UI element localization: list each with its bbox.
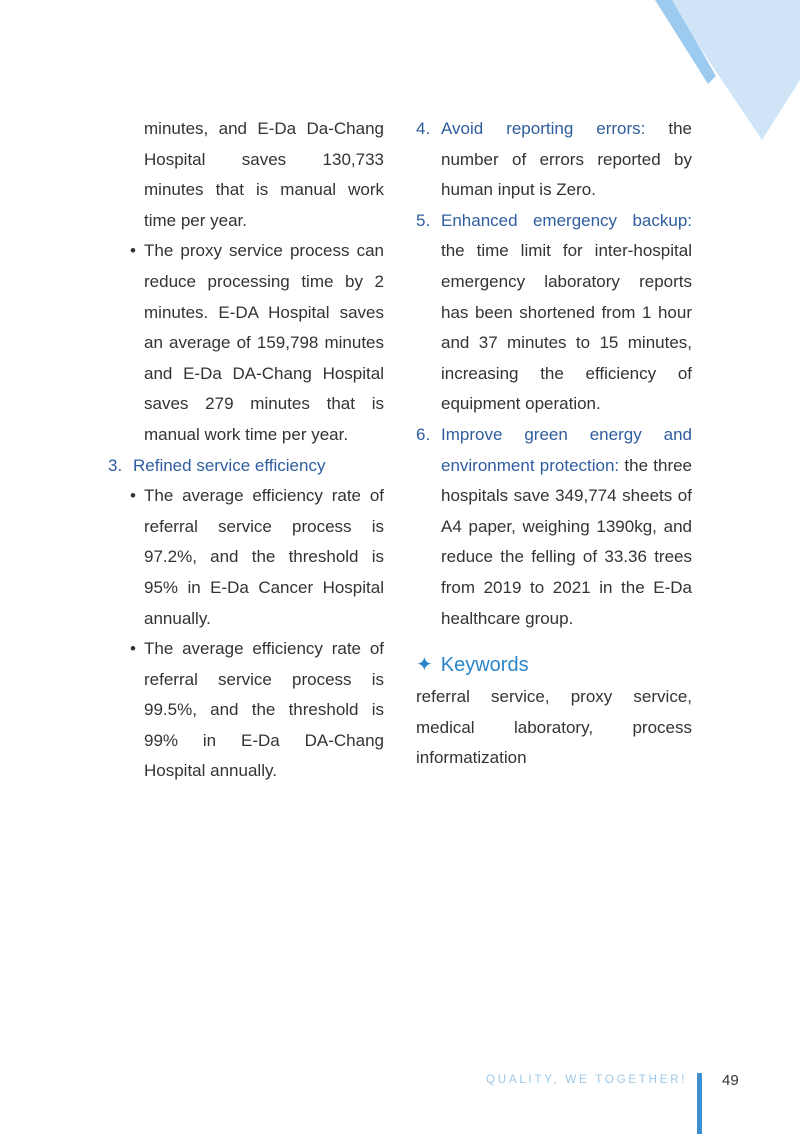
bullet-efficiency-dachang [108,634,384,787]
item-title: Avoid reporting errors: [441,119,646,138]
item-body [441,420,692,634]
item-number: 3. [108,455,123,475]
item-number: 6. [416,424,431,444]
bullet-proxy-service [108,236,384,450]
page-number: 49 [722,1072,739,1089]
left-column [108,114,384,787]
bullet-text: The average efficiency rate of referral service process is 99.5%, and the threshold is 99% in E-Da DA-Chang Hospital annually. [144,639,384,781]
bullet-text: The proxy service process can reduce processing time by 2 minutes. E-DA Hospital saves an average of 159,798 minutes and E-Da DA-Chang Hospital saves 279 minutes that is manual work time per year. [144,241,384,444]
footer-slogan: QUALITY, WE TOGETHER! [486,1074,688,1086]
right-column [416,114,692,774]
item-text: the number of errors reported by human input is Zero. [441,119,693,200]
item-avoid-errors [416,114,692,206]
item-green-energy [416,420,692,634]
item-body [441,206,692,420]
item-title: Refined service efficiency [133,455,326,475]
item-number: 5. [416,210,431,230]
keywords-text: referral service, proxy service, medical laboratory, process informatization [416,687,692,768]
keywords-heading [416,648,692,682]
left-intro-paragraph: minutes, and E-Da Da-Chang Hospital saves 130,733 minutes that is manual work time per year. [144,119,384,230]
item-body [441,114,692,206]
star-icon: ✦ [416,654,433,677]
bullet-marker: • [130,241,136,261]
bullet-text: The average efficiency rate of referral service process is 97.2%, and the threshold is 95% in E-Da Cancer Hospital annually. [144,486,384,628]
bullet-marker: • [130,486,136,506]
item-text: the time limit for inter-hospital emergency laboratory reports has been shortened from 1 hour and 37 minutes to 15 minutes, increasing the efficiency of equipment operation. [441,241,692,414]
bullet-marker: • [130,639,136,659]
item-title: Improve green energy and environment protection: [441,424,692,475]
item-refined-service [108,451,384,482]
item-number: 4. [416,119,431,138]
footer-bar [697,1073,702,1134]
bullet-efficiency-cancer [108,481,384,634]
item-emergency-backup [416,206,692,420]
keywords-title: Keywords [440,654,529,677]
item-text: the three hospitals save 349,774 sheets of A4 paper, weighing 1390kg, and reduce the felling of 33.36 trees from 2019 to 2021 in the E-Da healthcare group. [441,455,693,628]
item-title: Enhanced emergency backup: [441,210,692,230]
